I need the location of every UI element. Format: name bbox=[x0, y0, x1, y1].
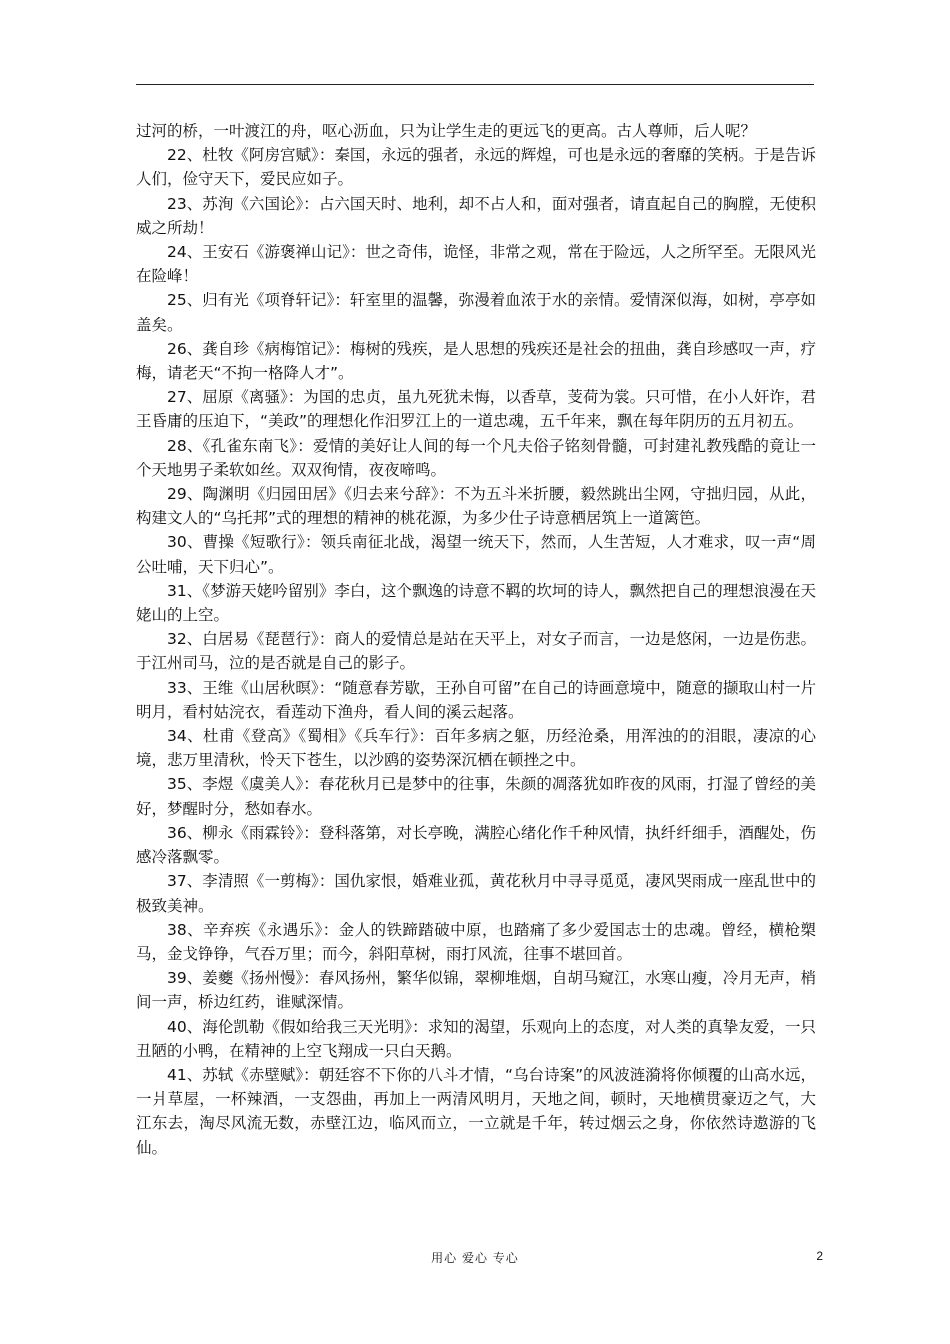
paragraph-40: 40、海伦凯勒《假如给我三天光明》：求知的渴望，乐观向上的态度，对人类的真挚友爱，一只丑陋的小鸭，在精神的上空飞翔成一只白天鹅。 bbox=[136, 1017, 816, 1060]
body-text bbox=[136, 119, 816, 1160]
page-number: 2 bbox=[816, 1249, 823, 1263]
paragraph-27: 27、屈原《离骚》：为国的忠贞，虽九死犹未悔，以香草，芰荷为裳。只可惜，在小人奸诈，君王昏庸的压迫下，“美政”的理想化作汨罗江上的一道忠魂，五千年来，飘在每年阴历的五月初五。 bbox=[136, 388, 816, 431]
paragraph-31: 31、《梦游天姥吟留别》李白，这个飘逸的诗意不羁的坎坷的诗人，飘然把自己的理想浪漫在天姥山的上空。 bbox=[136, 581, 816, 625]
paragraph-39: 39、姜夔《扬州慢》：春风扬州，繁华似锦，翠柳堆烟，自胡马窥江，水寒山瘦，冷月无声，梢间一声，桥边红药，谁赋深情。 bbox=[136, 969, 816, 1012]
paragraph-25: 25、归有光《项脊轩记》：轩室里的温馨，弥漫着血浓于水的亲情。爱情深似海，如树，亭亭如盖矣。 bbox=[136, 291, 816, 334]
paragraph-33: 33、王维《山居秋暝》：“随意春芳歇，王孙自可留”在自己的诗画意境中，随意的撷取山村一片明月，看村姑浣衣，看莲动下渔舟，看人间的溪云起落。 bbox=[136, 678, 816, 721]
paragraph-29: 29、陶渊明《归园田居》《归去来兮辞》：不为五斗米折腰，毅然跳出尘网，守拙归园，从此，构建文人的“乌托邦”式的理想的精神的桃花源，为多少仕子诗意栖居筑上一道篱笆。 bbox=[136, 485, 816, 528]
paragraph-28: 28、《孔雀东南飞》：爱情的美好让人间的每一个凡夫俗子铭刻骨髓，可封建礼教残酷的竟让一个天地男子柔软如丝。双双徇情，夜夜啼鸣。 bbox=[136, 436, 816, 479]
paragraph-34: 34、杜甫《登高》《蜀相》《兵车行》：百年多病之躯，历经沧桑，用浑浊的的泪眼，凄凉的心境，悲万里清秋，怜天下苍生，以沙鸥的姿势深沉栖在顿挫之中。 bbox=[136, 727, 816, 770]
paragraph-32: 32、白居易《琵琶行》：商人的爱情总是站在天平上，对女子而言，一边是悠闲，一边是伤悲。于江州司马，泣的是否就是自己的影子。 bbox=[136, 630, 816, 673]
paragraph-37: 37、李清照《一剪梅》：国仇家恨，婚难业孤，黄花秋月中寻寻觅觅，凄风哭雨成一座乱世中的极致美神。 bbox=[136, 872, 816, 915]
paragraph-23: 23、苏洵《六国论》：占六国天时、地利，却不占人和，面对强者，请直起自己的胸膛，无使积威之所劫！ bbox=[136, 194, 816, 237]
paragraph-35: 35、李煜《虞美人》：春花秋月已是梦中的往事，朱颜的凋落犹如昨夜的风雨，打湿了曾经的美好，梦醒时分，愁如春水。 bbox=[136, 775, 816, 818]
paragraph-38: 38、辛弃疾《永遇乐》：金人的铁蹄踏破中原，也踏痛了多少爱国志士的忠魂。曾经，横枪槊马，金戈铮铮，气吞万里；而今，斜阳草树，雨打风流，往事不堪回首。 bbox=[136, 920, 816, 963]
footer-motto: 用心 爱心 专心 bbox=[431, 1251, 519, 1265]
paragraph-26: 26、龚自珍《病梅馆记》：梅树的残疾，是人思想的残疾还是社会的扭曲，龚自珍感叹一声，疗梅，请老天“不拘一格降人才”。 bbox=[136, 339, 816, 383]
paragraph-22: 22、杜牧《阿房宫赋》：秦国，永远的强者，永远的辉煌，可也是永远的奢靡的笑柄。于是告诉人们，俭守天下，爱民应如子。 bbox=[136, 146, 816, 189]
paragraph-24: 24、王安石《游褒禅山记》：世之奇伟，诡怪，非常之观，常在于险远，人之所罕至。无限风光在险峰！ bbox=[136, 243, 816, 286]
paragraph-30: 30、曹操《短歌行》：领兵南征北战，渴望一统天下，然而，人生苦短，人才难求，叹一声“周公吐哺，天下归心”。 bbox=[136, 533, 816, 576]
paragraph-continuation: 过河的桥，一叶渡江的舟，呕心沥血，只为让学生走的更远飞的更高。古人尊师，后人呢？ bbox=[136, 122, 757, 140]
paragraph-36: 36、柳永《雨霖铃》：登科落第，对长亭晚，满腔心绪化作千种风情，执纤纤细手，酒醒处，伤感冷落飘零。 bbox=[136, 823, 816, 867]
paragraph-41: 41、苏轼《赤壁赋》：朝廷容不下你的八斗才情，“乌台诗案”的风波涟漪将你倾覆的山高水远，一爿草屋，一杯辣酒，一支怨曲，再加上一两清风明月，天地之间，顿时，天地横贯豪迈之气，大江东去，淘尽风流无数，赤壁江边，临风而立，一立就是千年，转过烟云之身，你依然诗遨游的飞仙。 bbox=[136, 1065, 816, 1157]
header-rule bbox=[136, 84, 814, 85]
